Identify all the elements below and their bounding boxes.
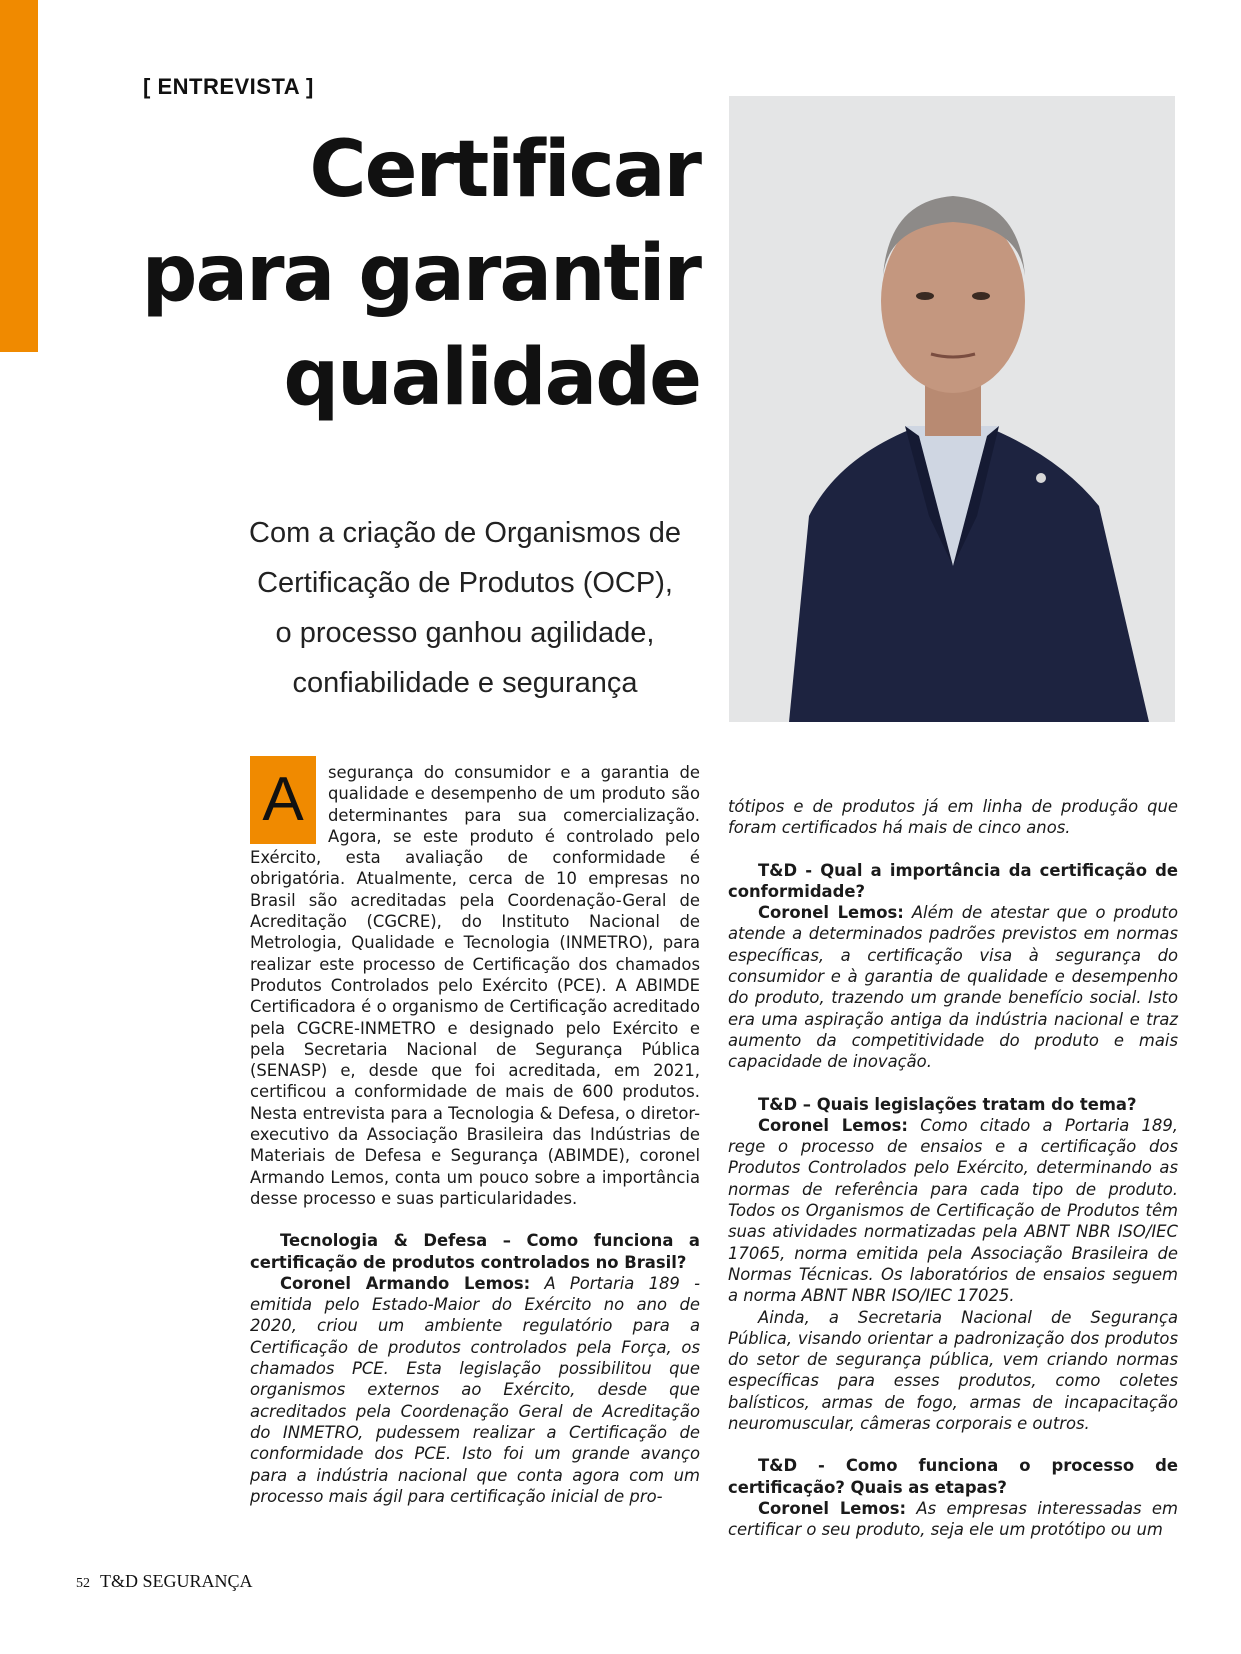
answer-3-text: Como citado a Portaria 189, rege o processo de ensaios e a certificação dos Produtos Controlados pelo Exército, determinando as normas de referência para cada tipo de produto. Todos os Organismos de Certificação de Produtos têm suas atividades normatizadas pela ABNT NBR ISO/IEC 17065, norma emitida pela Associação Brasileira de Normas Técnicas. Os laboratórios de ensaios seguem a norma ABNT NBR ISO/IEC 17025. [728,1115,1178,1306]
answer-2-speaker: Coronel Lemos: [758,903,904,923]
portrait-photo [729,96,1175,722]
question-1: Tecnologia & Defesa – Como funciona a certificação de produtos controlados no Brasil? [250,1231,700,1272]
article-column-left [250,762,700,1507]
subtitle-line-1: Com a criação de Organismos de [249,517,681,549]
headline-line-2: para garantir [141,229,700,319]
answer-4-text: As empresas interessadas em certificar o seu produto, seja ele um protótipo ou um [728,1498,1178,1540]
subtitle [230,508,700,708]
intro-paragraph [250,762,700,1209]
answer-3 [728,1115,1178,1307]
answer-4 [728,1498,1178,1541]
drop-cap: A [250,756,316,844]
answer-1-text: A Portaria 189 - emitida pelo Estado-Maior do Exército no ano de 2020, criou um ambiente regulatório para a Certificação de produtos controlados pela Força, os chamados PCE. Esta legislação possibilitou que organismos externos ao Exército, desde que acreditados pela Coordenação Geral de Acreditação do INMETRO, pudessem realizar a Certificação de conformidade dos PCE. Isto foi um grande avanço para a indústria nacional que conta agora com um processo mais ágil para certificação inicial de pro- [250,1273,700,1506]
accent-bar [0,0,38,352]
answer-1 [250,1273,700,1507]
answer-3-continued: Ainda, a Secretaria Nacional de Segurança Pública, visando orientar a padronização dos produtos do setor de segurança pública, vem criando normas específicas para esses produtos, como coletes balísticos, armas de fogo, armas de incapacitação neuromuscular, câmeras corporais e outros. [728,1307,1178,1434]
intro-text: segurança do consumidor e a garantia de qualidade e desempenho de um produto são determinantes para sua comercialização. Agora, se este produto é controlado pelo Exército, esta avaliação de conformidade é obrigatória. Atualmente, cerca de 10 empresas no Brasil são acreditadas pela Coordenação-Geral de Acreditação (CGCRE), do Instituto Nacional de Metrologia, Qualidade e Tecnologia (INMETRO), para realizar este processo de Certificação dos chamados Produtos Controlados pelo Exército (PCE). A ABIMDE Certificadora é o organismo de Certificação acreditado pela CGCRE-INMETRO e designado pelo Exército e pela Secretaria Nacional de Segurança Pública (SENASP) e, desde que foi acreditada, em 2021, certificou a conformidade de mais de 600 produtos. Nesta entrevista para a Tecnologia & Defesa, o diretor-executivo da Associação Brasileira das Indústrias de Materiais de Defesa e Segurança (ABIMDE), coronel Armando Lemos, conta um pouco sobre a importância desse processo e suas particularidades. [250,763,700,1208]
headline-line-1: Certificar [309,125,700,215]
question-4: T&D - Como funciona o processo de certificação? Quais as etapas? [728,1456,1178,1497]
answer-1-speaker: Coronel Armando Lemos: [280,1273,531,1293]
answer-4-speaker: Coronel Lemos: [758,1498,907,1518]
subtitle-line-4: confiabilidade e segurança [292,667,638,699]
headline-line-3: qualidade [283,333,700,423]
headline [80,118,700,430]
question-3: T&D – Quais legislações tratam do tema? [758,1094,1137,1114]
magazine-name: T&D SEGURANÇA [100,1571,253,1591]
answer-2 [728,902,1178,1072]
question-2: T&D - Qual a importância da certificação de conformidade? [728,860,1178,901]
page-footer [76,1571,253,1592]
section-tag: [ ENTREVISTA ] [143,74,314,99]
article-column-right [728,796,1178,1541]
continued-text: tótipos e de produtos já em linha de produção que foram certificados há mais de cinco anos. [728,797,1178,838]
subtitle-line-2: Certificação de Produtos (OCP), [257,567,673,599]
subtitle-line-3: o processo ganhou agilidade, [275,617,655,649]
answer-3-speaker: Coronel Lemos: [758,1115,908,1135]
page-number: 52 [76,1576,90,1591]
answer-2-text: Além de atestar que o produto atende a determinados padrões previstos em normas específicas, a certificação visa à segurança do consumidor e à garantia de qualidade e desempenho do produto, trazendo um grande benefício social. Isto era uma aspiração antiga da indústria nacional e traz aumento da competitividade do produto e mais capacidade de inovação. [728,903,1178,1072]
